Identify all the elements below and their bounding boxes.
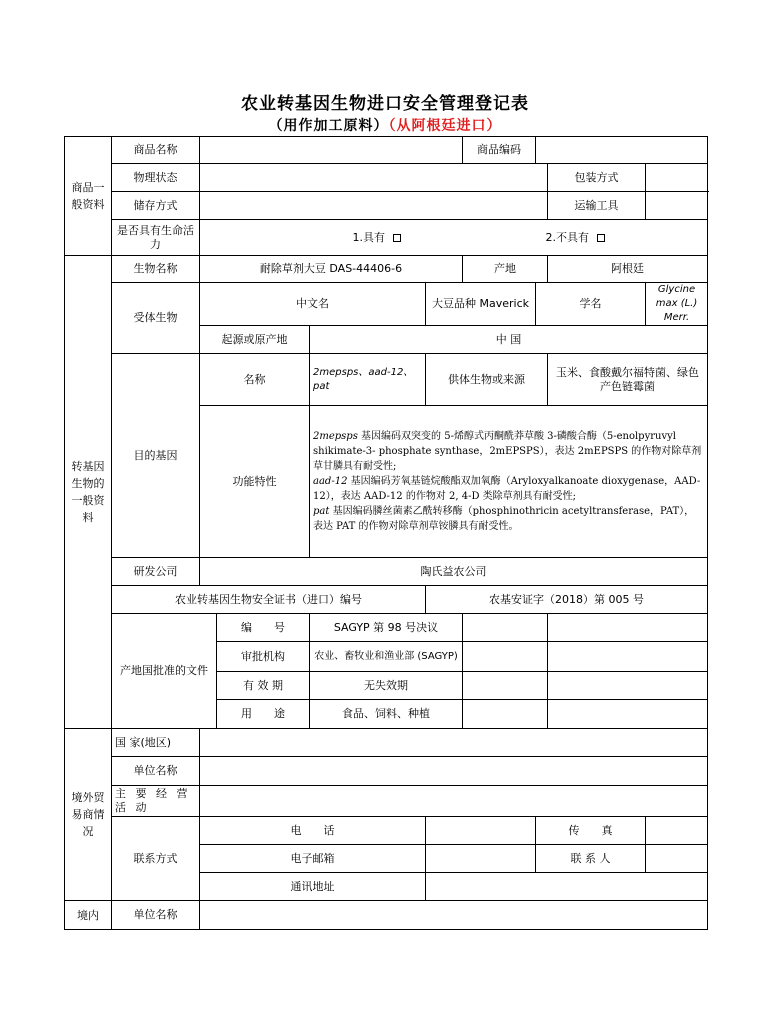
country-field[interactable] [200,729,708,757]
function-item-0 [313,429,704,474]
approval-row-value: 无失效期 [310,672,463,700]
approval-extra-field[interactable] [548,614,708,642]
approval-row-label: 编 号 [217,614,310,642]
table-row [65,586,708,614]
approval-row-label: 用 途 [217,700,310,729]
address-field[interactable] [426,873,708,901]
approval-row-label: 有 效 期 [217,672,310,700]
commodity-name-field[interactable] [200,137,463,164]
domestic-unit-label: 单位名称 [112,901,200,930]
email-label: 电子邮箱 [200,845,426,873]
approval-extra-field[interactable] [463,642,548,672]
approval-row-value: SAGYP 第 98 号决议 [310,614,463,642]
approval-row-value: 食品、饲料、种植 [310,700,463,729]
cn-name-value: 大豆品种 Maverick [426,283,536,326]
physical-state-label: 物理状态 [112,164,200,192]
recipient-label: 受体生物 [112,283,200,354]
approval-extra-field[interactable] [463,614,548,642]
approval-row-value: 农业、畜牧业和渔业部 (SAGYP) [310,642,463,672]
approval-extra-field[interactable] [463,672,548,700]
approval-label: 产地国批准的文件 [112,614,217,729]
storage-field[interactable] [200,192,548,220]
phone-field[interactable] [426,817,536,845]
function-text [310,406,708,558]
sci-name-value: Glycine max (L.) Merr. [646,283,708,326]
transport-field[interactable] [646,192,708,220]
function-gene-2: pat [313,506,330,517]
subtitle-main: （用作加工原料） [268,118,389,134]
approval-extra-field[interactable] [548,642,708,672]
cert-label: 农业转基因生物安全证书（进口）编号 [112,586,426,614]
gene-names-value: 2mepsps、aad-12、pat [310,354,426,406]
section-foreign: 境外贸易商情况 [65,729,112,901]
foreign-unit-field[interactable] [200,757,708,786]
transport-label: 运输工具 [548,192,646,220]
page-title: 农业转基因生物进口安全管理登记表 [241,94,529,114]
email-field[interactable] [426,845,536,873]
sci-name-label: 学名 [536,283,646,326]
packing-label: 包装方式 [548,164,646,192]
approval-extra-field[interactable] [463,700,548,729]
function-desc-1: 基因编码芳氧基链烷酸酯双加氧酶（Aryloxyalkanoate dioxygenase，AAD-12），表达 AAD-12 的作物对 2, 4-D 类除草剂具有耐受性; [313,476,701,502]
contact-label: 联系方式 [112,817,200,901]
table-row [65,729,708,757]
cn-name-label: 中文名 [200,283,426,326]
domestic-unit-field[interactable] [200,901,708,930]
source-origin-label: 起源或原产地 [200,326,310,354]
org-name-label: 生物名称 [112,256,200,283]
developer-value: 陶氏益农公司 [200,558,708,586]
table-row [65,256,708,283]
donor-label: 供体生物或来源 [426,354,548,406]
section-domestic: 境内 [65,901,112,930]
country-label: 国 家(地区) [112,729,200,757]
viability-option-no: 2.不具有 [545,230,589,244]
address-label: 通讯地址 [200,873,426,901]
subtitle-highlight: （从阿根廷进口） [388,118,502,134]
developer-label: 研发公司 [112,558,200,586]
table-row [65,614,708,642]
person-label: 联 系 人 [536,845,646,873]
table-row [65,786,708,817]
viability-option-yes: 1.具有 [352,230,385,244]
table-row [65,164,708,192]
approval-extra-field[interactable] [548,700,708,729]
viability-options [200,220,708,256]
checkbox-yes[interactable] [393,234,401,242]
function-gene-1: aad-12 [313,476,348,487]
table-row [65,283,708,326]
table-row [65,354,708,406]
table-row [65,558,708,586]
page-subtitle [0,115,770,135]
org-name-value: 耐除草剂大豆 DAS-44406-6 [200,256,463,283]
function-desc-2: 基因编码膦丝菌素乙酰转移酶（phosphinothricin acetyltransferase，PAT），表达 PAT 的作物对除草剂草铵膦具有耐受性。 [313,506,695,532]
commodity-code-label: 商品编码 [463,137,536,164]
origin-value: 阿根廷 [548,256,708,283]
commodity-code-field[interactable] [536,137,708,164]
business-field[interactable] [200,786,708,817]
donor-value: 玉米、食酸戴尔福特菌、绿色产色链霉菌 [548,354,708,406]
person-field[interactable] [646,845,708,873]
source-origin-value: 中 国 [310,326,708,354]
table-row [65,137,708,164]
physical-state-field[interactable] [200,164,548,192]
function-gene-0: 2mepsps [313,431,358,442]
phone-label: 电 话 [200,817,426,845]
function-item-2 [313,504,704,534]
checkbox-no[interactable] [597,234,605,242]
function-item-1 [313,474,704,504]
section-commodity: 商品一般资料 [65,137,112,256]
table-row [65,817,708,845]
commodity-name-label: 商品名称 [112,137,200,164]
viability-label: 是否具有生命活力 [112,220,200,256]
function-desc-0: 基因编码双突变的 5-烯醇式丙酮酰莽草酸 3-磷酸合酶（5-enolpyruvyl shikimate-3- phosphate synthase，2mEPSPS），表达 2mEPSPS 的作物对除草剂草甘膦具有耐受性; [313,431,702,472]
business-label: 主 要 经 营 活 动 [112,786,200,817]
target-gene-label: 目的基因 [112,354,200,558]
table-row [65,757,708,786]
fax-label: 传 真 [536,817,646,845]
packing-field[interactable] [646,164,708,192]
origin-label: 产地 [463,256,548,283]
fax-field[interactable] [646,817,708,845]
approval-extra-field[interactable] [548,672,708,700]
table-row [65,192,708,220]
storage-label: 储存方式 [112,192,200,220]
gene-name-label: 名称 [200,354,310,406]
registration-form-table [64,136,708,930]
foreign-unit-label: 单位名称 [112,757,200,786]
cert-value: 农基安证字（2018）第 005 号 [426,586,708,614]
table-row [65,220,708,256]
section-gmo: 转基因生物的一般资料 [65,256,112,729]
table-row [65,901,708,930]
approval-row-label: 审批机构 [217,642,310,672]
function-label: 功能特性 [200,406,310,558]
